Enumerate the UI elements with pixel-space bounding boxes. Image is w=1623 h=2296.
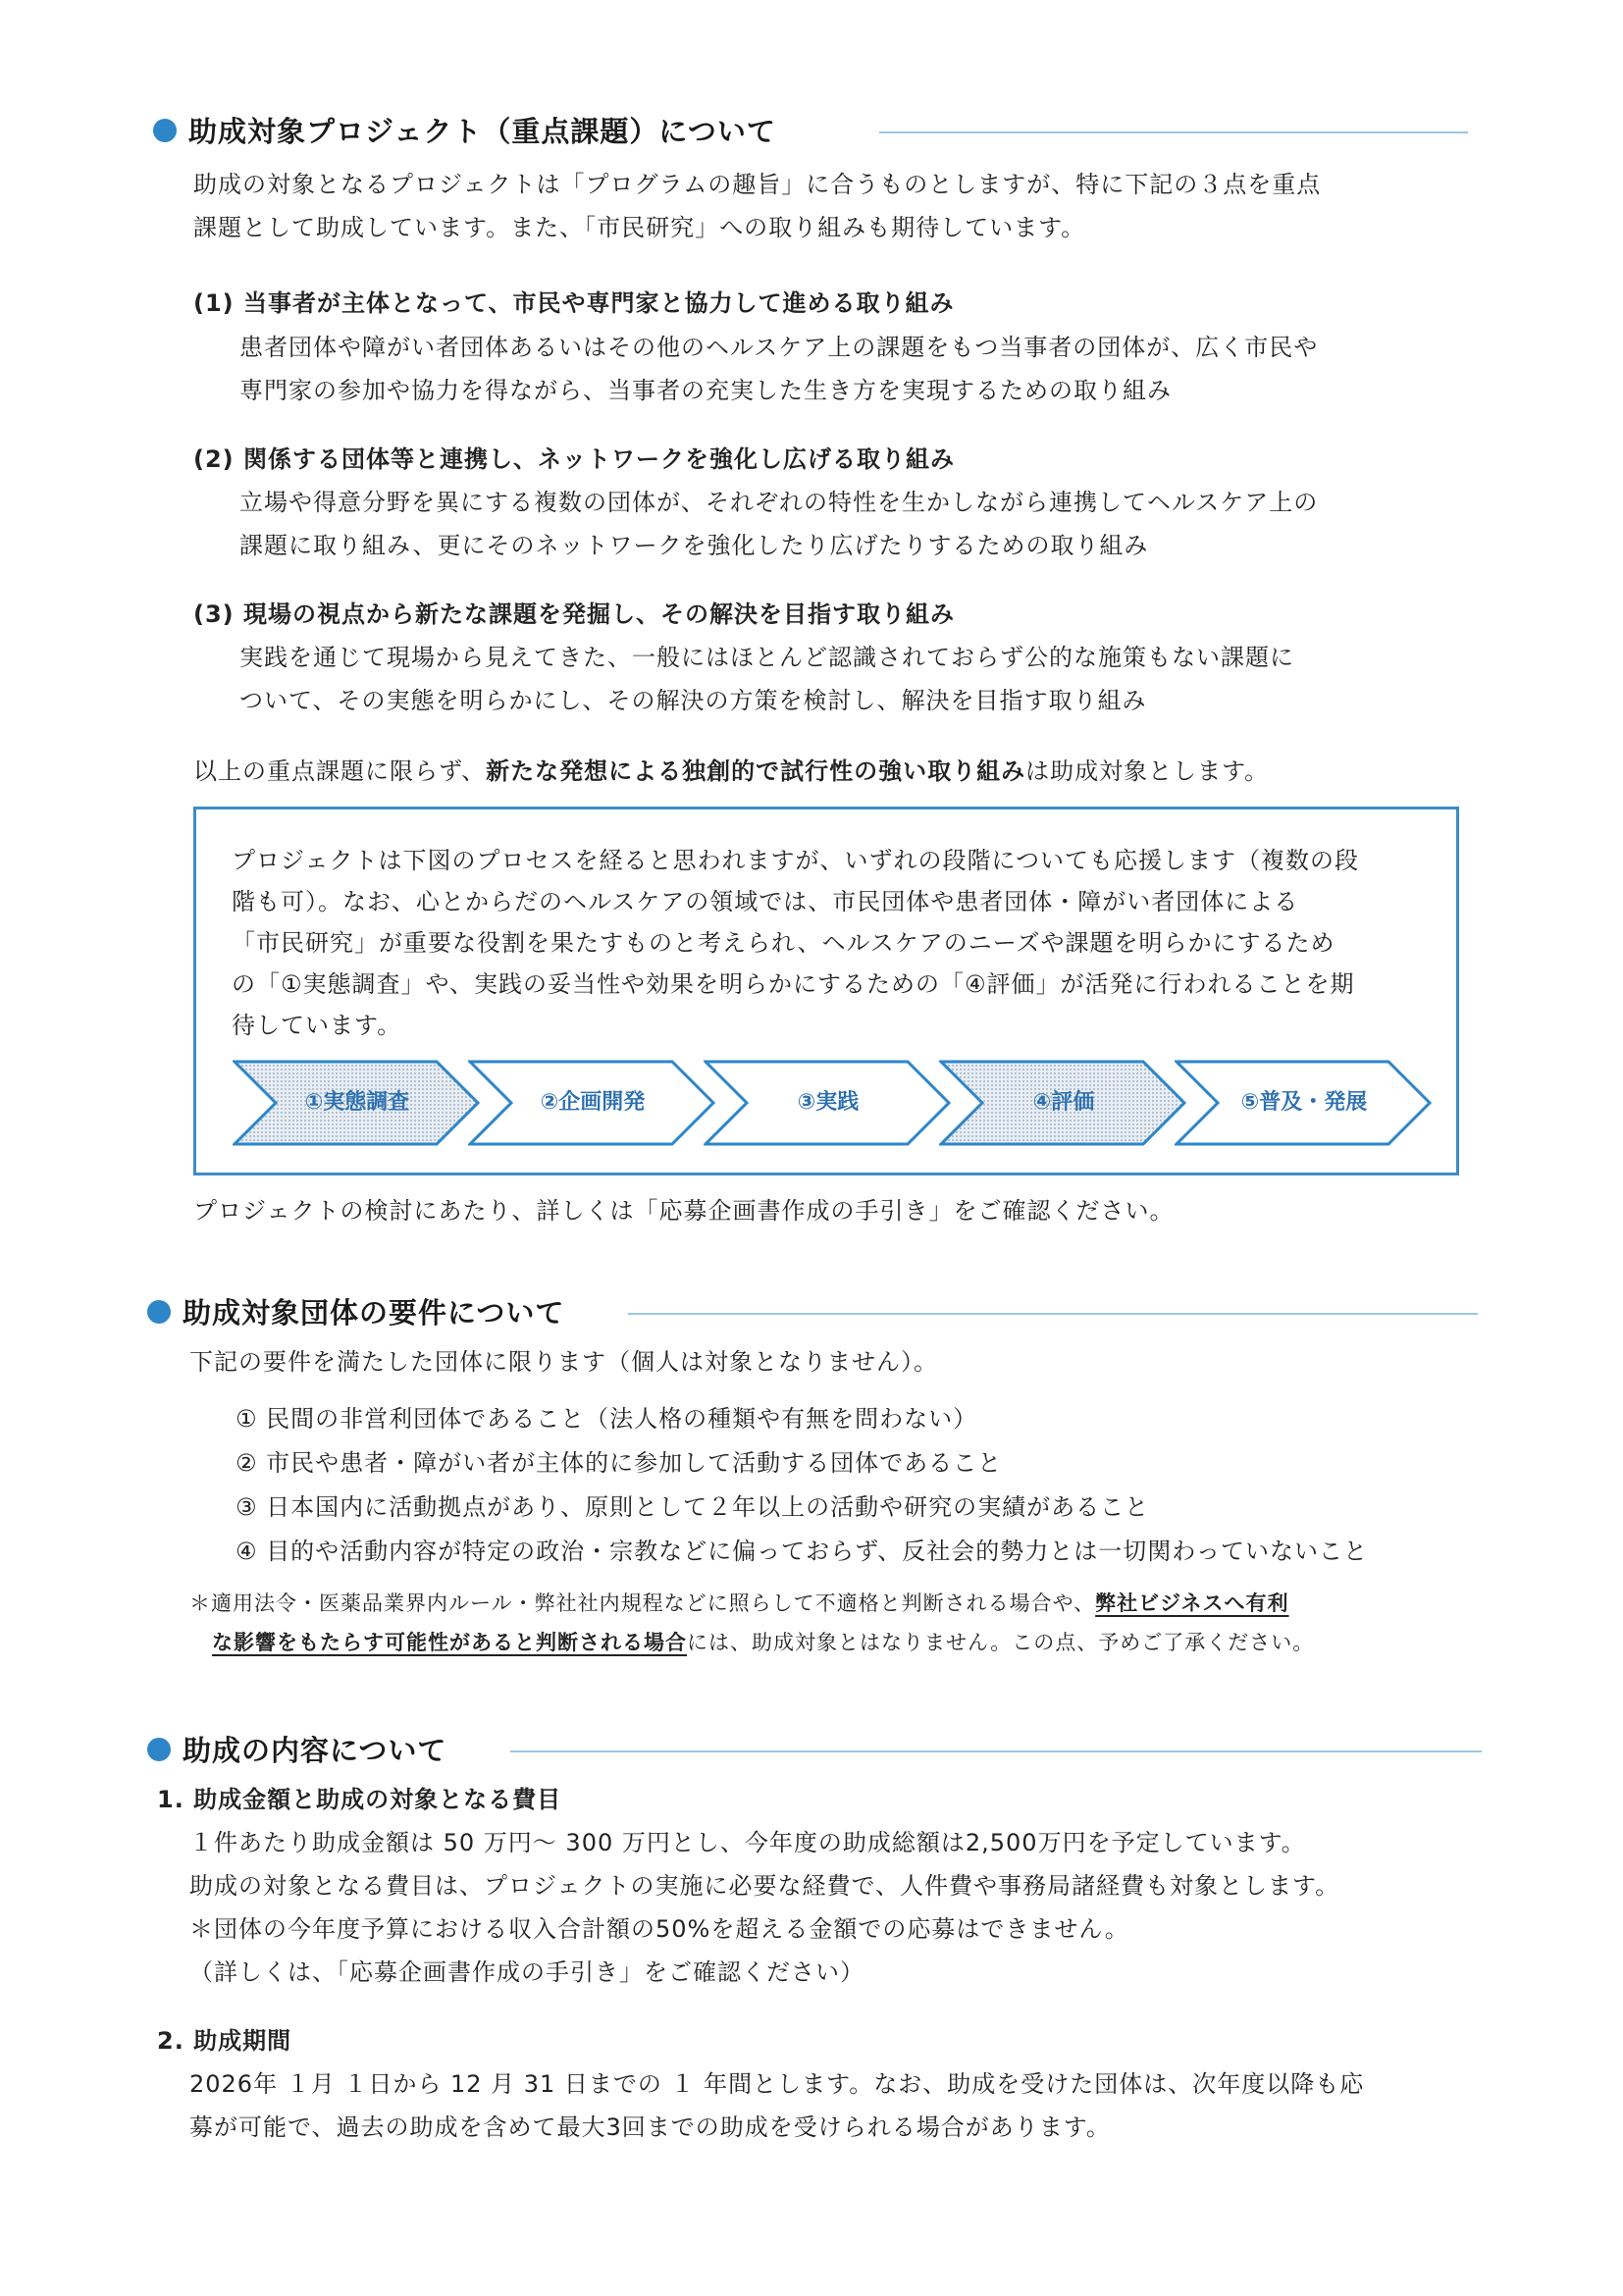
requirement-4: ④ 目的や活動内容が特定の政治・宗教などに偏っておらず、反社会的勢力とは一切関わっていないこと [236,1538,1368,1565]
heading-rule [510,1750,1482,1752]
process-step-4 [939,1060,1188,1146]
process-step-5 [1175,1060,1434,1146]
heading-rule [628,1313,1478,1315]
amount-line-4: （詳しくは、「応募企画書作成の手引き」をご確認ください） [189,1958,864,1986]
step-label: ⑤普及・発展 [1240,1090,1368,1115]
subheading-period: 2. 助成期間 [157,2027,292,2055]
process-step-1 [233,1060,482,1146]
requirement-2: ② 市民や患者・障がい者が主体的に参加して活動する団体であること [236,1449,1003,1477]
summary-line [193,750,1269,793]
bullet-dot-icon [147,1300,171,1324]
summary-part-c: は助成対象とします。 [1025,757,1270,785]
period-line-1: 2026年 １月 １日から 12 月 31 日までの １ 年間とします。なお、助成を受けた団体は、次年度以降も応 [189,2070,1365,2098]
intro-line-1: 助成の対象となるプロジェクトは「プログラムの趣旨」に合うものとしますが、特に下記の３点を重点 [193,171,1322,198]
requirement-3: ③ 日本国内に活動拠点があり、原則として２年以上の活動や研究の実績があること [236,1493,1150,1521]
priority-3-line-2: ついて、その実態を明らかにし、その解決の方策を検討し、解決を目指す取り組み [239,687,1147,714]
amount-line-2: 助成の対象となる費目は、プロジェクトの実施に必要な経費で、人件費や事務局諸経費も対象とします。 [189,1872,1340,1900]
section-title: 助成対象プロジェクト（重点課題）について [188,115,776,148]
section-heading-content [147,1729,446,1769]
exclusion-note-text: には、助成対象とはなりません。この点、予めご了承ください。 [687,1631,1315,1654]
priority-2-line-1: 立場や得意分野を異にする複数の団体が、それぞれの特性を生かしながら連携してヘルスケア上の [239,489,1319,516]
priority-3-line-1: 実践を通じて現場から見えてきた、一般にはほとんど認識されておらず公的な施策もない課題に [239,644,1294,671]
box-line-2: 階も可）。なお、心とからだのヘルスケアの領域では、市民団体や患者団体・障がい者団体による [232,888,1299,915]
step-label: ④評価 [1032,1090,1095,1115]
amount-line-1: １件あたり助成金額は 50 万円～ 300 万円とし、今年度の助成総額は2,500万円を予定しています。 [189,1829,1306,1856]
priority-2-heading: (2) 関係する団体等と連携し、ネットワークを強化し広げる取り組み [193,445,955,473]
exclusion-note-emphasis: 弊社ビジネスへ有利 [1095,1592,1289,1615]
box-line-4: の「①実態調査」や、実践の妥当性や効果を明らかにするための「④評価」が活発に行われることを期 [232,970,1355,998]
priority-1-heading: (1) 当事者が主体となって、市民や専門家と協力して進める取り組み [193,289,955,317]
step-label: ①実態調査 [304,1090,410,1115]
section-heading-requirements [147,1291,564,1331]
process-step-2 [468,1060,717,1146]
period-line-2: 募が可能で、過去の助成を含めて最大3回までの助成を受けられる場合があります。 [189,2113,1111,2141]
subheading-amount: 1. 助成金額と助成の対象となる費目 [157,1786,562,1813]
amount-line-3: ＊団体の今年度予算における収入合計額の50%を超える金額での応募はできません。 [189,1915,1129,1943]
priority-2-line-2: 課題に取り組み、更にそのネットワークを強化したり広げたりするための取り組み [239,532,1149,559]
step-label: ②企画開発 [540,1090,646,1115]
step-label: ③実践 [797,1090,860,1115]
summary-part-a: 以上の重点課題に限らず、 [193,757,487,785]
bullet-dot-icon [147,1738,171,1761]
requirement-1: ① 民間の非営利団体であること（法人格の種類や有無を問わない） [236,1405,978,1433]
exclusion-note-line-1 [189,1584,1289,1623]
intro-line-2: 課題として助成しています。また、「市民研究」への取り組みも期待しています。 [193,214,1086,241]
section-title: 助成の内容について [183,1734,447,1767]
requirements-intro: 下記の要件を満たした団体に限ります（個人は対象となりません）。 [189,1348,938,1376]
box-line-5: 待しています。 [232,1012,402,1039]
guide-note: プロジェクトの検討にあたり、詳しくは「応募企画書作成の手引き」をご確認ください。 [193,1197,1175,1225]
priority-3-heading: (3) 現場の視点から新たな課題を発掘し、その解決を目指す取り組み [193,600,955,628]
box-line-1: プロジェクトは下図のプロセスを経ると思われますが、いずれの段階についても応援します（複数の段 [232,847,1360,874]
exclusion-note-emphasis: な影響をもたらす可能性があると判断される場合 [212,1631,687,1654]
summary-emphasis: 新たな発想による独創的で試行性の強い取り組み [486,757,1026,785]
exclusion-note-line-2 [212,1623,1314,1662]
exclusion-note-text: ＊適用法令・医薬品業界内ルール・弊社社内規程などに照らして不適格と判断される場合や、 [189,1592,1096,1615]
priority-1-line-2: 専門家の参加や協力を得ながら、当事者の充実した生き方を実現するための取り組み [239,377,1172,404]
section-heading-projects [153,110,776,150]
process-step-3 [704,1060,953,1146]
priority-1-line-1: 患者団体や障がい者団体あるいはその他のヘルスケア上の課題をもつ当事者の団体が、広く市民や [239,334,1319,361]
box-line-3: 「市民研究」が重要な役割を果たすものと考えられ、ヘルスケアのニーズや課題を明らかにするため [232,929,1335,957]
section-title: 助成対象団体の要件について [183,1296,565,1330]
bullet-dot-icon [153,119,177,142]
heading-rule [879,131,1468,133]
